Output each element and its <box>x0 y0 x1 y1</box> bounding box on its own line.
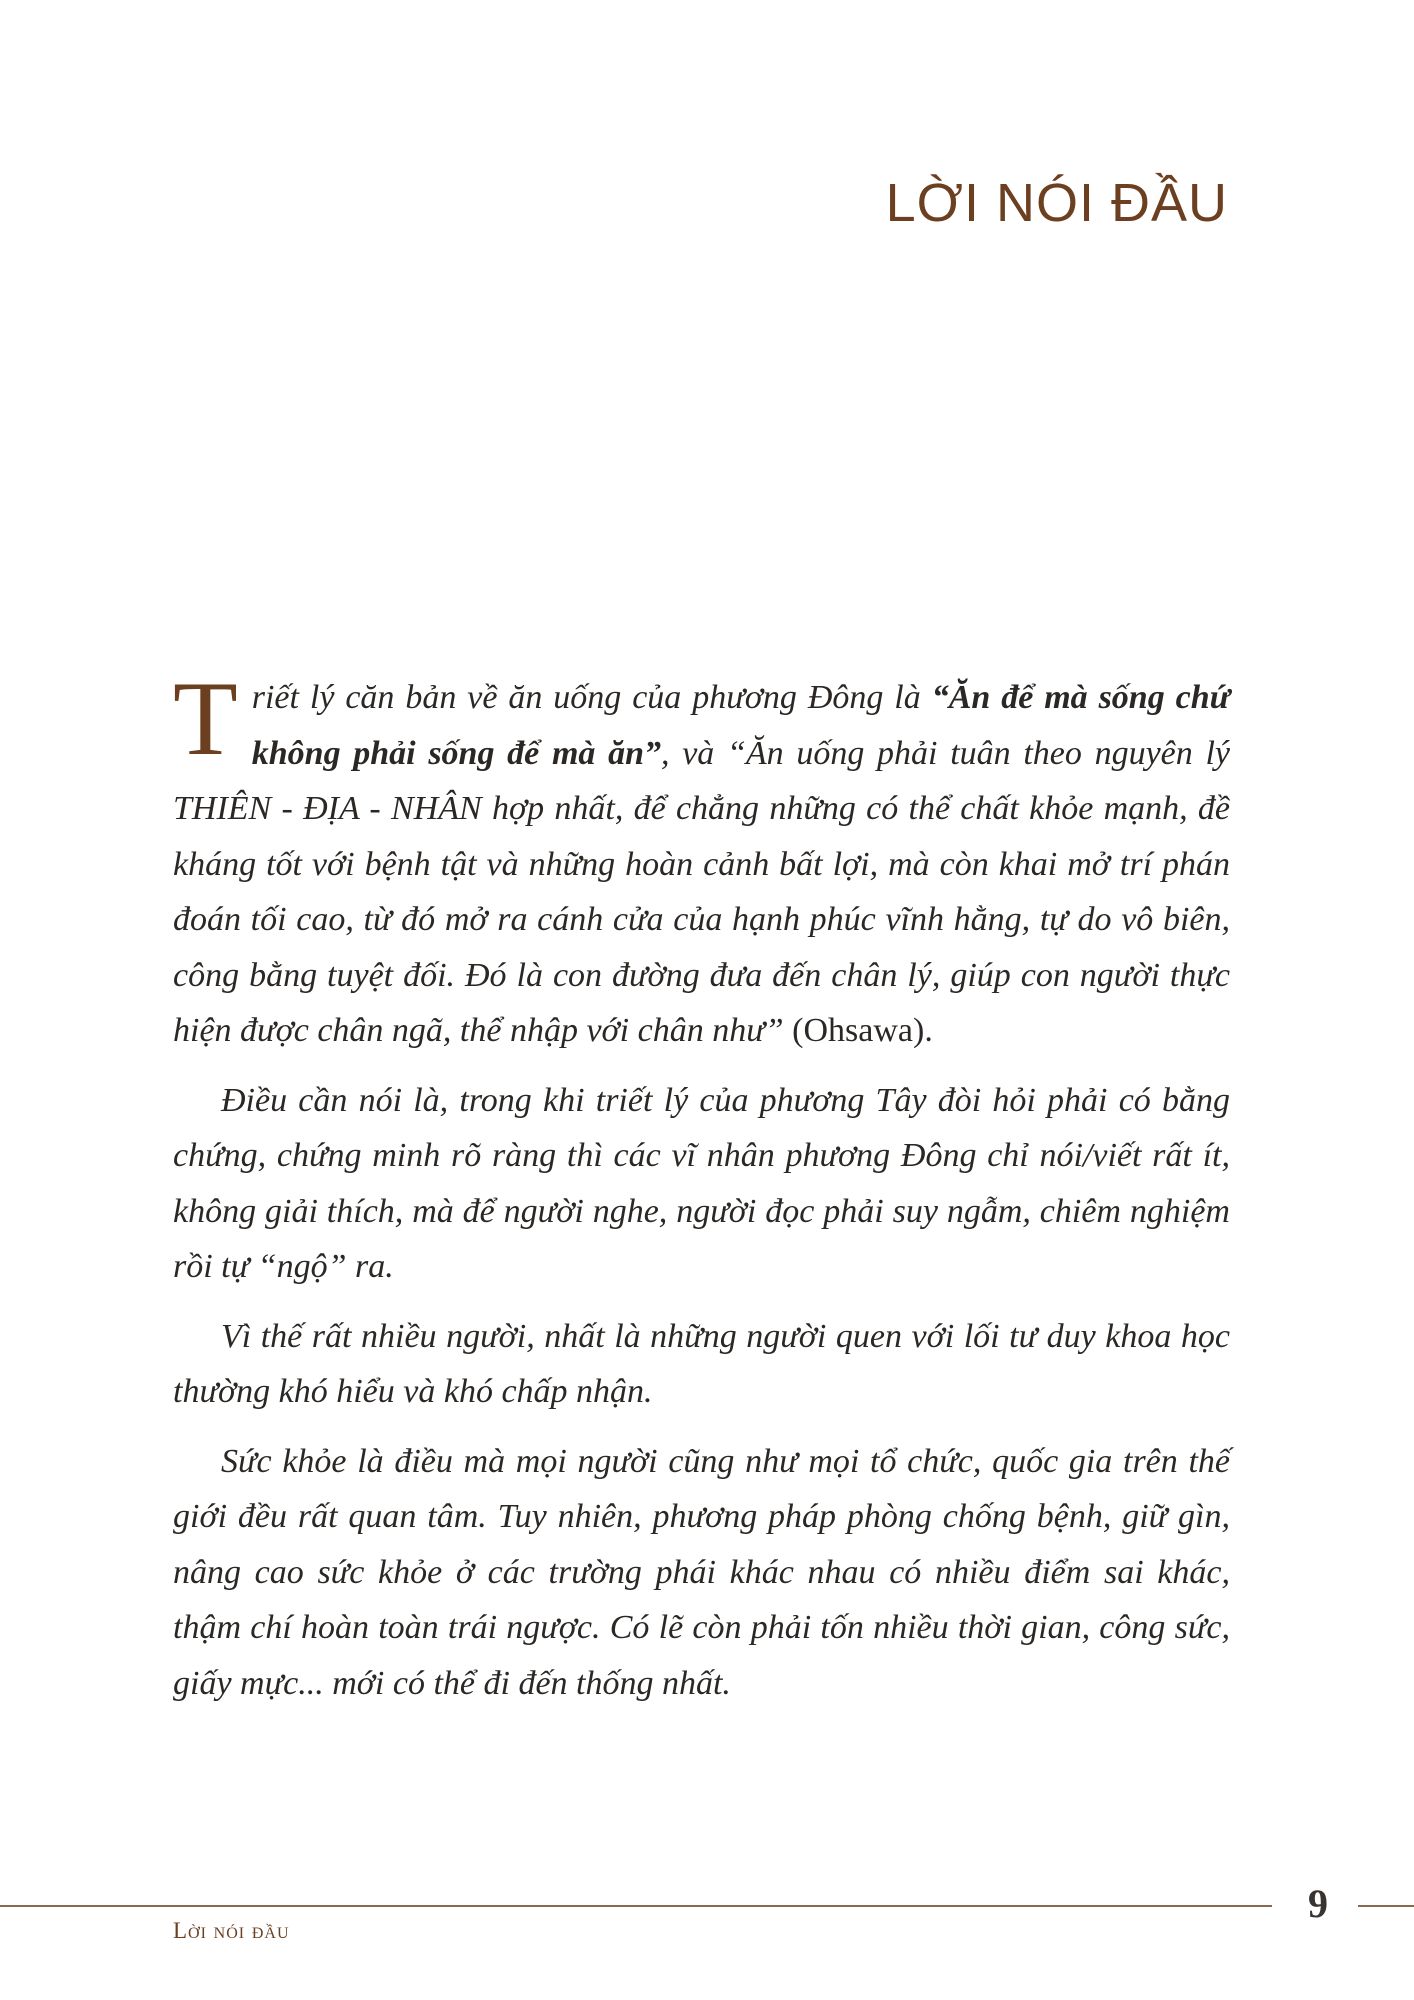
page-number: 9 <box>1308 1881 1328 1926</box>
paragraph-4: Sức khỏe là điều mà mọi người cũng như mọi tổ chức, quốc gia trên thế giới đều rất quan tâm. Tuy nhiên, phương pháp phòng chống bệnh, giữ gìn, nâng cao sức khỏe ở các trường phái khác nhau có nhiều điểm sai khác, thậm chí hoàn toàn trái ngược. Có lẽ còn phải tốn nhiều thời gian, công sức, giấy mực... mới có thể đi đến thống nhất. <box>173 1442 1230 1702</box>
paragraph-3: Vì thế rất nhiều người, nhất là những người quen với lối tư duy khoa học thường khó hiểu và khó chấp nhận. <box>173 1317 1230 1410</box>
paragraph-1-rest: , và “Ăn uống phải tuân theo nguyên lý THIÊN - ĐỊA - NHÂN hợp nhất, để chẳng những có thể chất khỏe mạnh, đề kháng tốt với bệnh tật và những hoàn cảnh bất lợi, mà còn khai mở trí phán đoán tối cao, từ đó mở ra cánh cửa của hạnh phúc vĩnh hằng, tự do vô biên, công bằng tuyệt đối. Đó là con đường đưa đến chân lý, giúp con người thực hiện được chân ngã, thể nhập với chân như” <box>173 734 1230 1049</box>
footer-rule-left <box>0 1905 1272 1907</box>
chapter-title: LỜI NÓI ĐẦU <box>885 173 1228 233</box>
drop-cap: T <box>173 660 238 777</box>
paragraph-2: Điều cần nói là, trong khi triết lý của phương Tây đòi hỏi phải có bằng chứng, chứng minh rõ ràng thì các vĩ nhân phương Đông chỉ nói/viết rất ít, không giải thích, mà để người nghe, người đọc phải suy ngẫm, chiêm nghiệm rồi tự “ngộ” ra. <box>173 1081 1230 1285</box>
footer-rule-right <box>1358 1905 1414 1907</box>
attribution: (Ohsawa). <box>792 1012 933 1049</box>
paragraph-1 <box>173 660 1231 1059</box>
running-head: Lời nói đầu <box>173 1918 290 1943</box>
paragraph-1-lead: riết lý căn bản về ăn uống của phương Đông là <box>251 679 932 716</box>
bold-quote: “Ăn để mà sống chứ không phải sống để mà ăn” <box>251 679 1231 772</box>
body-text <box>173 660 1231 1725</box>
